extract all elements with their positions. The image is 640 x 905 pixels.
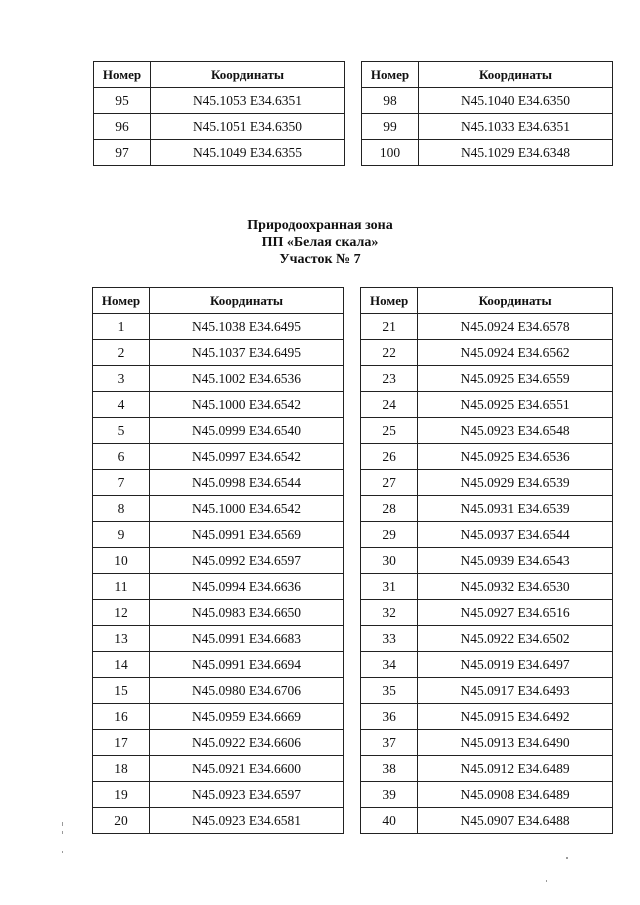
point-coordinates: N45.0923 E34.6548 <box>418 418 613 444</box>
table-header-row <box>94 62 345 88</box>
table-row <box>361 730 613 756</box>
point-coordinates: N45.0932 E34.6530 <box>418 574 613 600</box>
table-row <box>93 340 344 366</box>
table-row <box>361 392 613 418</box>
table-row <box>361 574 613 600</box>
point-number: 20 <box>93 808 150 834</box>
point-number: 39 <box>361 782 418 808</box>
point-number: 6 <box>93 444 150 470</box>
point-coordinates: N45.0922 E34.6502 <box>418 626 613 652</box>
table-row <box>94 140 345 166</box>
point-number: 30 <box>361 548 418 574</box>
table-row <box>361 782 613 808</box>
table-body <box>362 88 613 166</box>
point-coordinates: N45.0991 E34.6569 <box>150 522 344 548</box>
point-number: 17 <box>93 730 150 756</box>
point-coordinates: N45.0939 E34.6543 <box>418 548 613 574</box>
point-number: 3 <box>93 366 150 392</box>
table-row <box>361 470 613 496</box>
table-header-row <box>362 62 613 88</box>
point-number: 96 <box>94 114 151 140</box>
table-row <box>362 140 613 166</box>
point-number: 9 <box>93 522 150 548</box>
table-row <box>93 418 344 444</box>
point-coordinates: N45.1000 E34.6542 <box>150 496 344 522</box>
table-row <box>361 756 613 782</box>
table-row <box>93 782 344 808</box>
point-coordinates: N45.1002 E34.6536 <box>150 366 344 392</box>
scan-artifact <box>566 857 568 859</box>
table-row <box>93 704 344 730</box>
point-number: 28 <box>361 496 418 522</box>
point-coordinates: N45.0980 E34.6706 <box>150 678 344 704</box>
point-coordinates: N45.1051 E34.6350 <box>151 114 345 140</box>
table-row <box>361 366 613 392</box>
point-coordinates: N45.0931 E34.6539 <box>418 496 613 522</box>
table-row <box>93 470 344 496</box>
scan-artifact <box>546 880 547 882</box>
point-number: 36 <box>361 704 418 730</box>
point-number: 37 <box>361 730 418 756</box>
point-coordinates: N45.0959 E34.6669 <box>150 704 344 730</box>
table-row <box>93 600 344 626</box>
point-number: 14 <box>93 652 150 678</box>
table-row <box>93 574 344 600</box>
point-number: 100 <box>362 140 419 166</box>
header-coordinates: Координаты <box>418 288 613 314</box>
point-coordinates: N45.0917 E34.6493 <box>418 678 613 704</box>
coordinates-table-bottom-right <box>360 287 613 834</box>
table-row <box>93 808 344 834</box>
zone-title: Природоохранная зона <box>247 218 393 233</box>
point-coordinates: N45.0924 E34.6562 <box>418 340 613 366</box>
scan-artifact <box>62 831 63 834</box>
point-number: 5 <box>93 418 150 444</box>
point-coordinates: N45.0907 E34.6488 <box>418 808 613 834</box>
header-coordinates: Координаты <box>150 288 344 314</box>
point-coordinates: N45.0997 E34.6542 <box>150 444 344 470</box>
table-row <box>93 730 344 756</box>
point-number: 97 <box>94 140 151 166</box>
table-row <box>93 522 344 548</box>
point-coordinates: N45.1037 E34.6495 <box>150 340 344 366</box>
table-row <box>94 114 345 140</box>
point-coordinates: N45.0908 E34.6489 <box>418 782 613 808</box>
table-row <box>93 366 344 392</box>
point-number: 40 <box>361 808 418 834</box>
table-row <box>93 496 344 522</box>
point-coordinates: N45.0929 E34.6539 <box>418 470 613 496</box>
point-coordinates: N45.1053 E34.6351 <box>151 88 345 114</box>
point-coordinates: N45.0927 E34.6516 <box>418 600 613 626</box>
table-body <box>361 314 613 834</box>
coordinates-table-top-right <box>361 61 613 166</box>
point-coordinates: N45.0925 E34.6559 <box>418 366 613 392</box>
point-number: 16 <box>93 704 150 730</box>
header-coordinates: Координаты <box>151 62 345 88</box>
point-coordinates: N45.0991 E34.6694 <box>150 652 344 678</box>
point-coordinates: N45.0925 E34.6536 <box>418 444 613 470</box>
table-row <box>93 444 344 470</box>
table-row <box>93 392 344 418</box>
point-number: 95 <box>94 88 151 114</box>
point-coordinates: N45.0991 E34.6683 <box>150 626 344 652</box>
header-number: Номер <box>361 288 418 314</box>
point-coordinates: N45.0923 E34.6581 <box>150 808 344 834</box>
table-row <box>93 548 344 574</box>
point-number: 99 <box>362 114 419 140</box>
table-row <box>93 756 344 782</box>
point-coordinates: N45.0999 E34.6540 <box>150 418 344 444</box>
table-row <box>361 626 613 652</box>
table-row <box>361 418 613 444</box>
point-coordinates: N45.0923 E34.6597 <box>150 782 344 808</box>
point-coordinates: N45.0937 E34.6544 <box>418 522 613 548</box>
table-row <box>361 600 613 626</box>
point-number: 98 <box>362 88 419 114</box>
header-number: Номер <box>93 288 150 314</box>
point-coordinates: N45.1040 E34.6350 <box>419 88 613 114</box>
table-row <box>93 652 344 678</box>
point-coordinates: N45.0919 E34.6497 <box>418 652 613 678</box>
table-header-row <box>361 288 613 314</box>
point-number: 13 <box>93 626 150 652</box>
table-row <box>362 88 613 114</box>
point-number: 25 <box>361 418 418 444</box>
point-number: 26 <box>361 444 418 470</box>
point-coordinates: N45.0983 E34.6650 <box>150 600 344 626</box>
point-number: 31 <box>361 574 418 600</box>
table-row <box>361 808 613 834</box>
point-number: 1 <box>93 314 150 340</box>
point-coordinates: N45.1000 E34.6542 <box>150 392 344 418</box>
point-number: 34 <box>361 652 418 678</box>
table-row <box>93 678 344 704</box>
point-number: 33 <box>361 626 418 652</box>
point-coordinates: N45.0912 E34.6489 <box>418 756 613 782</box>
point-number: 15 <box>93 678 150 704</box>
point-number: 19 <box>93 782 150 808</box>
point-number: 22 <box>361 340 418 366</box>
point-number: 29 <box>361 522 418 548</box>
header-number: Номер <box>94 62 151 88</box>
point-coordinates: N45.0924 E34.6578 <box>418 314 613 340</box>
table-row <box>361 652 613 678</box>
point-number: 23 <box>361 366 418 392</box>
table-row <box>93 626 344 652</box>
point-number: 21 <box>361 314 418 340</box>
table-row <box>361 340 613 366</box>
scan-artifact <box>62 851 63 853</box>
coordinates-table-bottom-left <box>92 287 344 834</box>
header-number: Номер <box>362 62 419 88</box>
table-body <box>93 314 344 834</box>
point-number: 8 <box>93 496 150 522</box>
point-coordinates: N45.0915 E34.6492 <box>418 704 613 730</box>
table-row <box>94 88 345 114</box>
table-row <box>361 704 613 730</box>
table-row <box>361 444 613 470</box>
point-number: 2 <box>93 340 150 366</box>
point-number: 35 <box>361 678 418 704</box>
point-number: 24 <box>361 392 418 418</box>
table-row <box>361 314 613 340</box>
table-row <box>361 548 613 574</box>
table-row <box>361 678 613 704</box>
point-coordinates: N45.1029 E34.6348 <box>419 140 613 166</box>
point-number: 32 <box>361 600 418 626</box>
zone-heading <box>0 217 640 268</box>
point-coordinates: N45.0925 E34.6551 <box>418 392 613 418</box>
point-coordinates: N45.0913 E34.6490 <box>418 730 613 756</box>
header-coordinates: Координаты <box>419 62 613 88</box>
point-number: 10 <box>93 548 150 574</box>
table-row <box>362 114 613 140</box>
table-body <box>94 88 345 166</box>
scan-artifact <box>62 822 63 826</box>
table-row <box>93 314 344 340</box>
zone-section: Участок № 7 <box>279 252 361 267</box>
point-coordinates: N45.1038 E34.6495 <box>150 314 344 340</box>
point-coordinates: N45.0992 E34.6597 <box>150 548 344 574</box>
point-coordinates: N45.1049 E34.6355 <box>151 140 345 166</box>
point-number: 11 <box>93 574 150 600</box>
coordinates-table-top-left <box>93 61 345 166</box>
point-coordinates: N45.0921 E34.6600 <box>150 756 344 782</box>
point-number: 27 <box>361 470 418 496</box>
table-row <box>361 522 613 548</box>
point-coordinates: N45.1033 E34.6351 <box>419 114 613 140</box>
table-row <box>361 496 613 522</box>
point-number: 18 <box>93 756 150 782</box>
point-number: 38 <box>361 756 418 782</box>
point-number: 4 <box>93 392 150 418</box>
zone-subtitle: ПП «Белая скала» <box>261 235 379 250</box>
point-number: 7 <box>93 470 150 496</box>
table-header-row <box>93 288 344 314</box>
point-coordinates: N45.0922 E34.6606 <box>150 730 344 756</box>
point-number: 12 <box>93 600 150 626</box>
point-coordinates: N45.0998 E34.6544 <box>150 470 344 496</box>
point-coordinates: N45.0994 E34.6636 <box>150 574 344 600</box>
